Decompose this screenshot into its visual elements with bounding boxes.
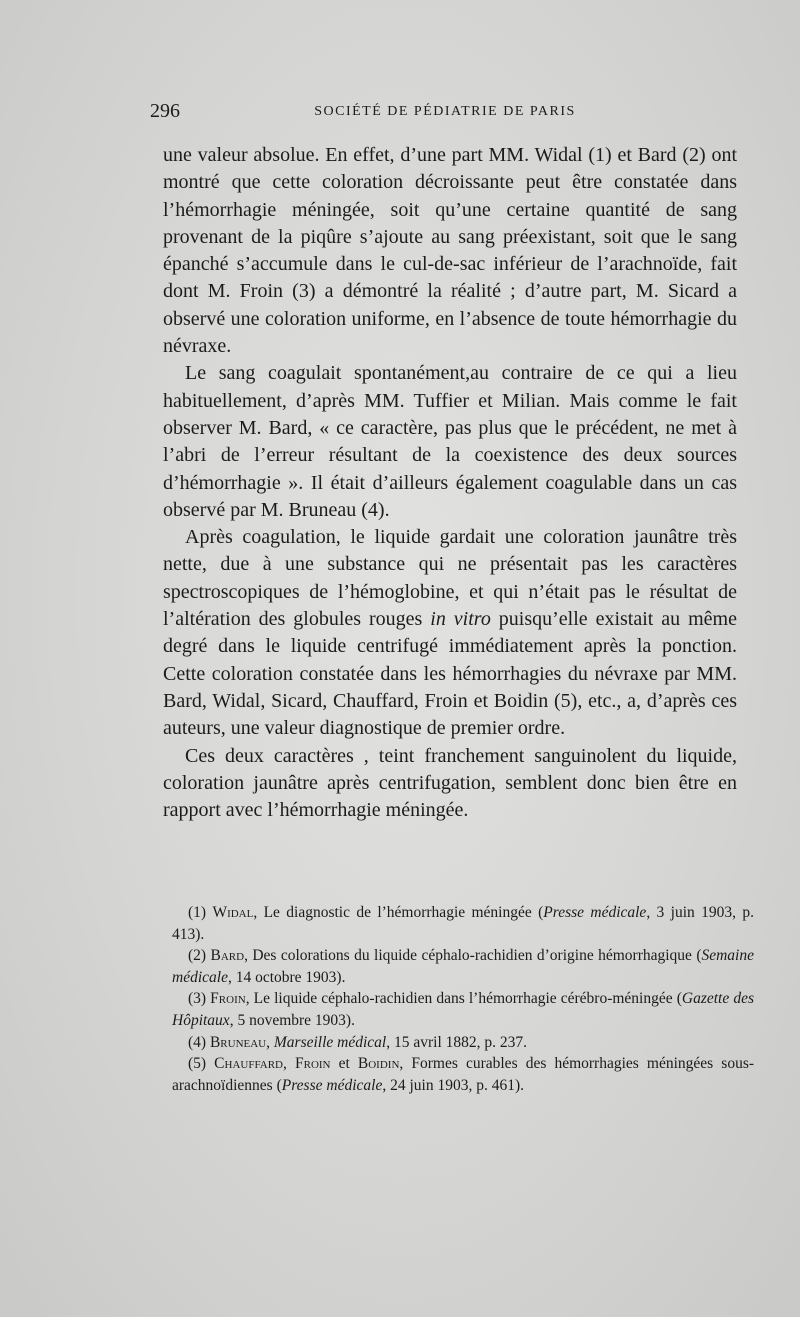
footnote-journal: Presse médicale [281, 1076, 383, 1094]
footnote-author: Bard [210, 947, 245, 965]
footnote-text: , 15 avril 1882, p. 237. [386, 1033, 528, 1051]
footnote-text: , Le diagnostic de l’hémorrhagie méningée ( [253, 904, 544, 921]
footnote-text: , [266, 1033, 274, 1051]
footnote-text: , 3 juin 1903, p. 413). [172, 904, 754, 943]
footnote-2 [172, 945, 754, 988]
footnote-author: Bruneau [209, 1033, 267, 1051]
footnote-author: Boidin [357, 1055, 400, 1073]
footnote-number: (2) [188, 947, 211, 965]
running-head: SOCIÉTÉ DE PÉDIATRIE DE PARIS [314, 104, 576, 119]
footnote-number: (3) [188, 990, 211, 1008]
paragraph-3-part-b: puisqu’elle existait au même degré dans le liquide centrifugé immédiatement après la ponction. Cette coloration constatée dans les hémorrhagies du névraxe par MM. Bard, Widal, Sicard, Chauffard, Froin et Boidin (5), etc., a, d’après ces auteurs, une valeur diagnostique de premier ordre. [163, 608, 737, 740]
paragraph-3-part-a: Après coagulation, le liquide gardait une coloration jaunâtre très nette, due à une substance qui ne présentait pas les caractères spectroscopiques de l’hémoglobine, et qui n’était pas le résultat de l’altération des globules rouges [163, 526, 737, 631]
footnote-3 [172, 988, 754, 1031]
footnote-5 [172, 1053, 754, 1096]
footnote-number: (4) [188, 1033, 210, 1051]
paragraph-2: Le sang coagulait spontanément,au contraire de ce qui a lieu habituellement, d’après MM. Tuffier et Milian. Mais comme le fait observer M. Bard, « ce caractère, pas plus que le précédent, ne met à l’abri de l’erreur résultant de la coexistence des deux sources d’hémorrhagie ». Il était d’ailleurs également coagulable dans un cas observé par M. Bruneau (4). [163, 362, 737, 521]
footnote-text: , 24 juin 1903, p. 461). [382, 1076, 524, 1094]
footnote-text: , [283, 1055, 295, 1073]
footnote-text: , 14 octobre 1903). [227, 968, 346, 986]
footnote-4 [172, 1032, 754, 1054]
body-text [163, 142, 737, 824]
footnote-number: (5) [188, 1055, 215, 1073]
page-number: 296 [150, 100, 180, 122]
footnote-text: , Des colorations du liquide céphalo-rachidien d’origine hémorrhagique ( [244, 947, 702, 965]
footnote-author: Chauffard [214, 1055, 283, 1073]
footnotes [172, 902, 754, 1096]
footnote-author: Froin [210, 990, 246, 1008]
footnote-journal: Marseille médical [273, 1033, 387, 1051]
page-header [150, 100, 740, 126]
footnote-journal: Gazette des Hôpitaux [172, 990, 754, 1029]
footnote-text: , 5 novembre 1903). [229, 1011, 355, 1029]
footnote-text: , Le liquide céphalo-rachidien dans l’hémorrhagie cérébro-méningée ( [245, 990, 682, 1008]
paragraph-3 [163, 524, 737, 742]
paragraph-1: une valeur absolue. En effet, d’une part MM. Widal (1) et Bard (2) ont montré que cette coloration décroissante peut être constatée dans l’hémorrhagie méningée, soit qu’une certaine quantité de sang provenant de la piqûre s’ajoute au sang préexistant, soit que le sang épanché s’accumule dans le cul-de-sac inférieur de l’arachnoïde, fait dont M. Froin (3) a démontré la réalité ; d’autre part, M. Sicard a observé une coloration uniforme, en l’absence de toute hémorrhagie du névraxe. [163, 144, 737, 358]
footnote-1 [172, 902, 754, 945]
footnote-author: Froin [294, 1055, 331, 1073]
footnote-number: (1) [188, 904, 213, 921]
footnote-journal: Semaine médicale [172, 947, 754, 986]
footnote-text: et [330, 1055, 358, 1073]
footnote-journal: Presse médicale [543, 904, 647, 921]
footnote-author: Widal [212, 904, 254, 921]
paragraph-3-italic: in vitro [430, 608, 491, 631]
paragraph-4: Ces deux caractères , teint franchement sanguinolent du liquide, coloration jaunâtre après centrifugation, semblent donc bien être en rapport avec l’hémorrhagie méningée. [163, 744, 737, 822]
footnote-text: , Formes curables des hémorrhagies méningées sous-arachnoïdiennes ( [172, 1055, 755, 1094]
